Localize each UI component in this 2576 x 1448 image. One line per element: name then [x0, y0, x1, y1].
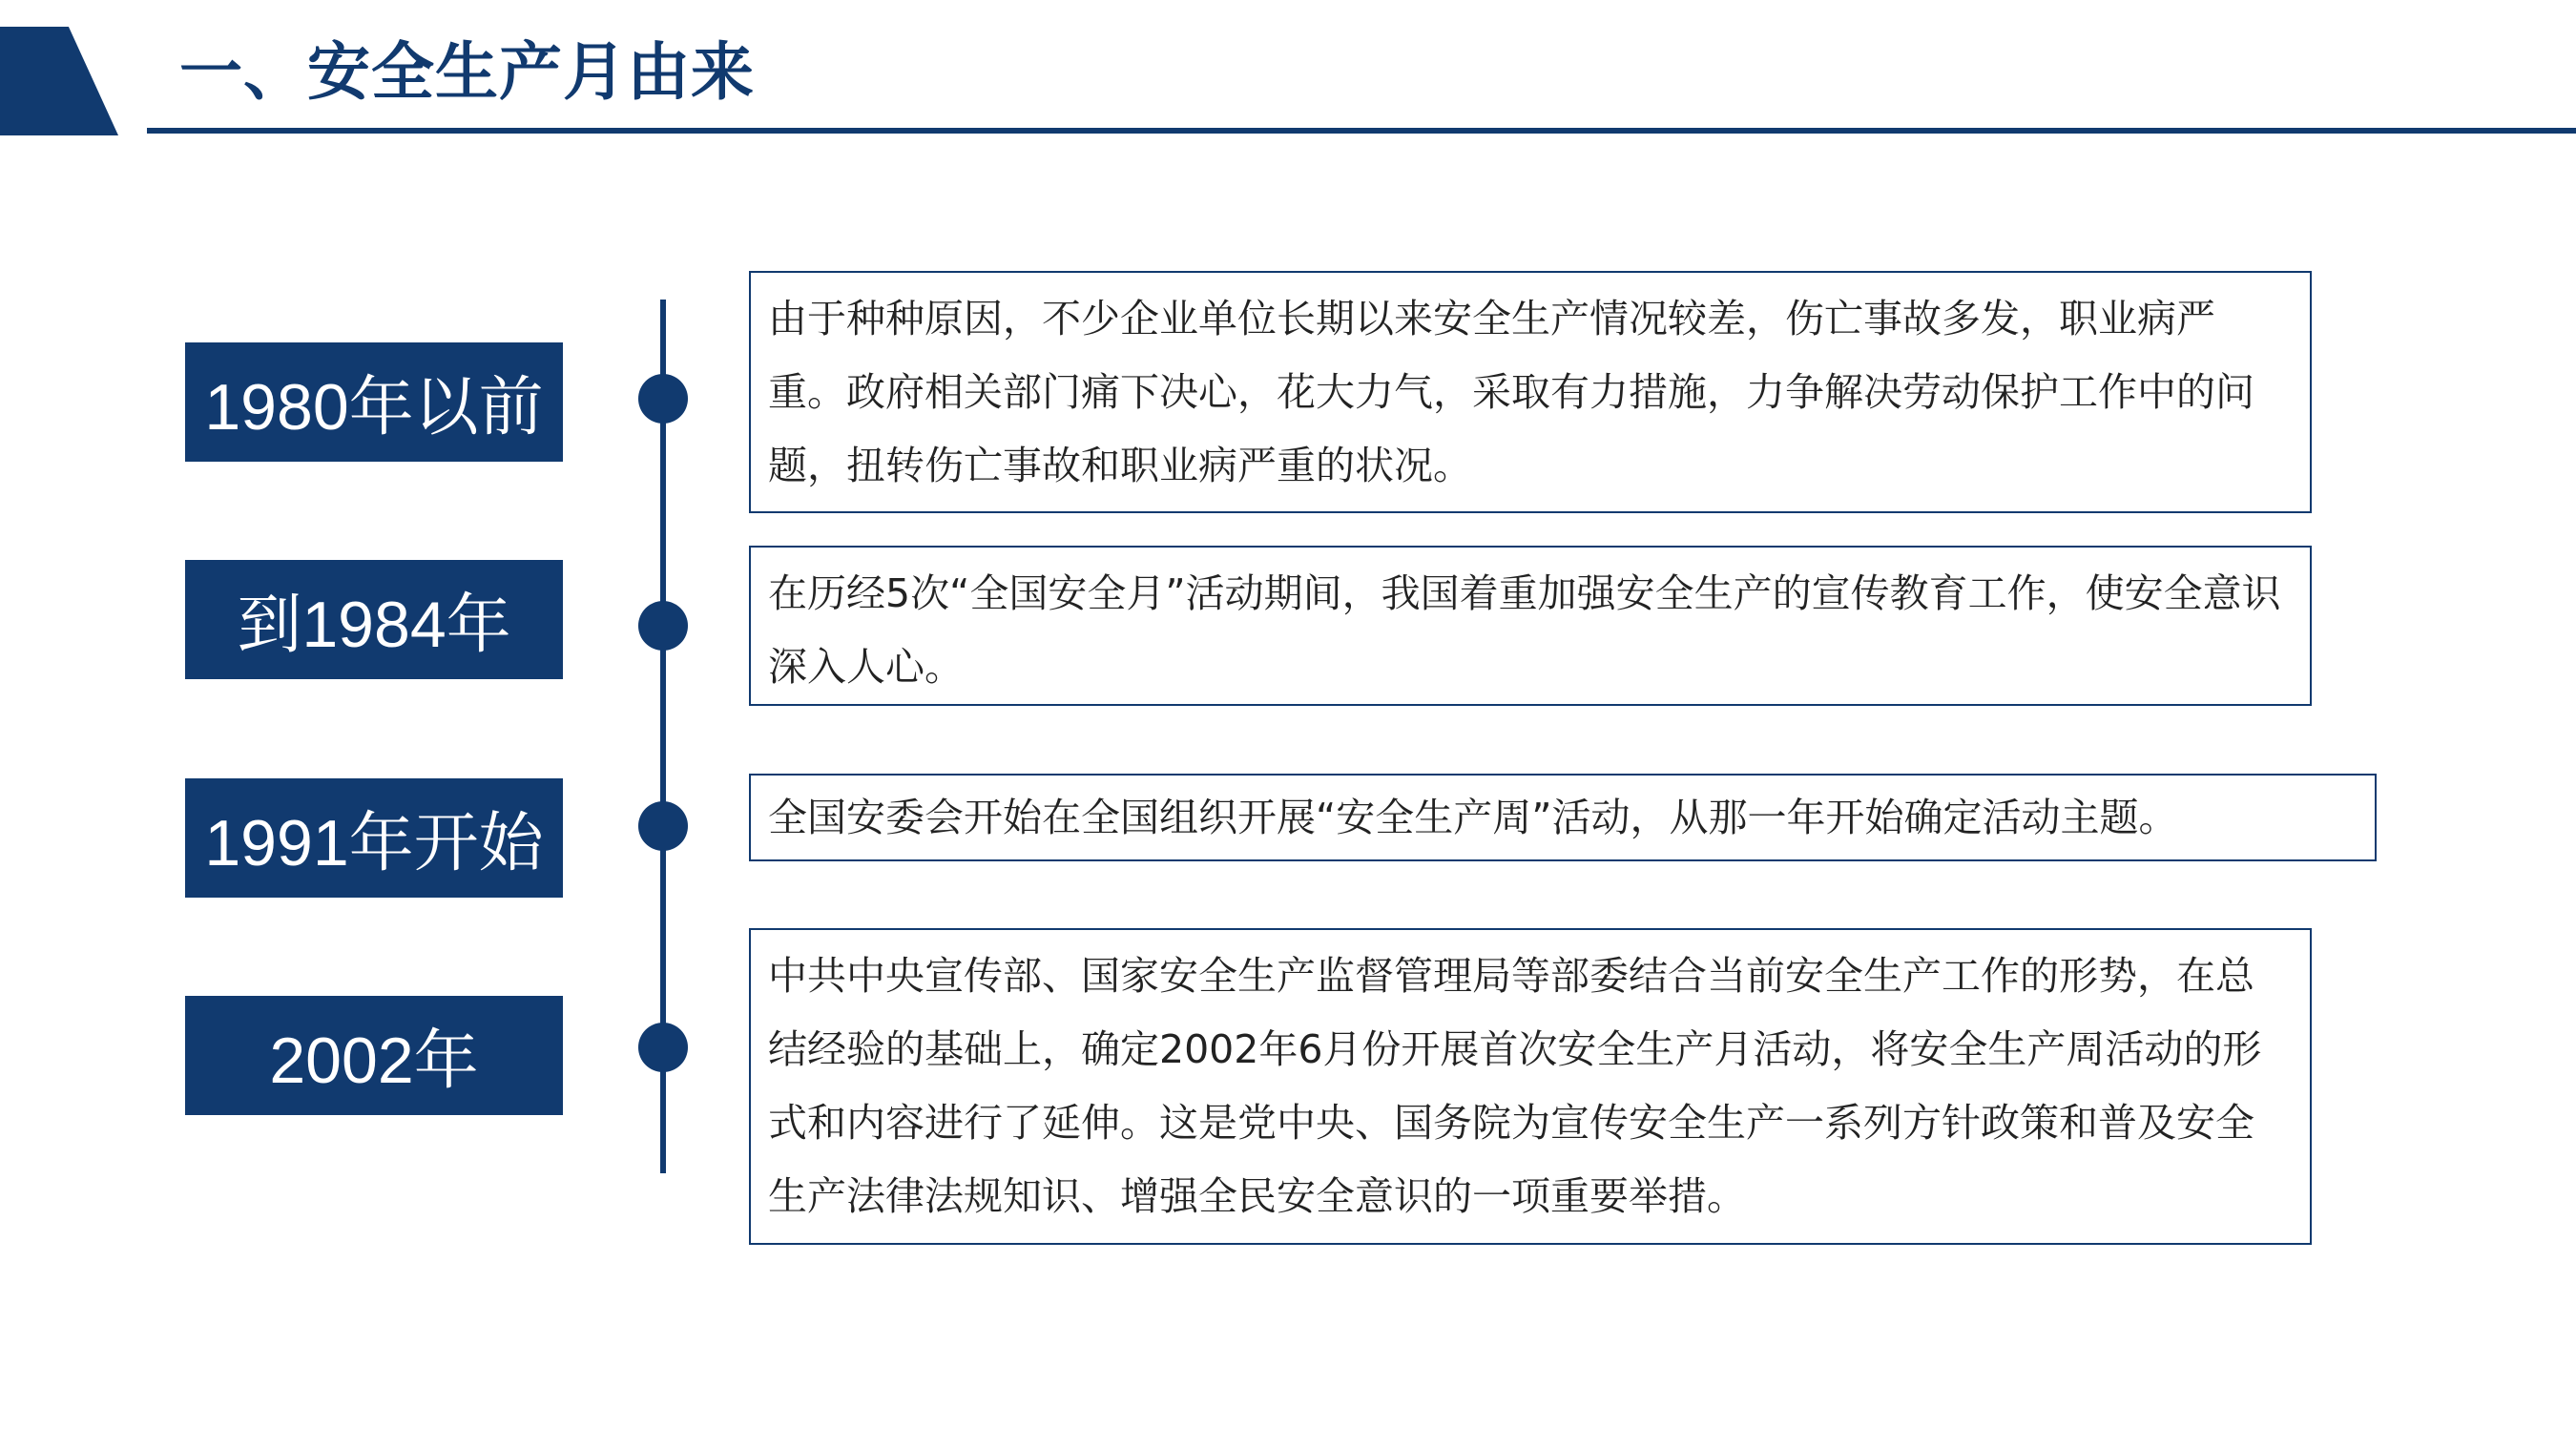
timeline-text-1984: 在历经5次“全国安全月”活动期间，我国着重加强安全生产的宣传教育工作，使安全意识深入人心。	[749, 546, 2312, 706]
timeline-text-2002: 中共中央宣传部、国家安全生产监督管理局等部委结合当前安全生产工作的形势，在总结经验的基础上，确定2002年6月份开展首次安全生产月活动，将安全生产周活动的形式和内容进行了延伸。这是党中央、国务院为宣传安全生产一系列方针政策和普及安全生产法律法规知识、增强全民安全意识的一项重要举措。	[749, 928, 2312, 1245]
timeline-dot-2002	[638, 1023, 688, 1072]
title-underline	[147, 128, 2576, 134]
timeline-dot-1991	[638, 801, 688, 851]
timeline-text-1991: 全国安委会开始在全国组织开展“安全生产周”活动，从那一年开始确定活动主题。	[749, 774, 2377, 861]
corner-decoration	[0, 27, 118, 135]
timeline-label-1984: 到1984年	[185, 560, 563, 679]
timeline-label-1980: 1980年以前	[185, 342, 563, 462]
timeline-text-1980: 由于种种原因，不少企业单位长期以来安全生产情况较差，伤亡事故多发，职业病严重。政府相关部门痛下决心，花大力气，采取有力措施，力争解决劳动保护工作中的问题，扭转伤亡事故和职业病严重的状况。	[749, 271, 2312, 513]
timeline-dot-1980	[638, 374, 688, 424]
page-title: 一、安全生产月由来	[179, 35, 755, 109]
timeline-label-2002: 2002年	[185, 996, 563, 1115]
timeline-label-1991: 1991年开始	[185, 778, 563, 898]
timeline-dot-1984	[638, 601, 688, 651]
